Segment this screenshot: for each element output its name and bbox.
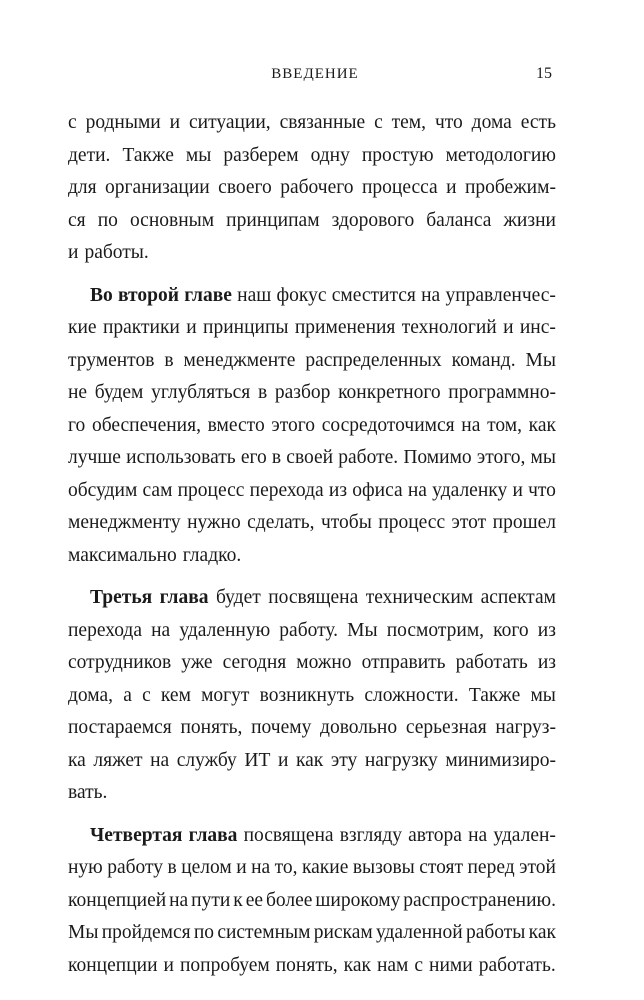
word: ИТ xyxy=(244,749,271,771)
word: техническим xyxy=(365,587,474,608)
word: сам xyxy=(142,479,173,501)
running-head xyxy=(0,62,644,86)
word: не xyxy=(68,382,88,403)
text-line xyxy=(68,820,556,853)
word: и xyxy=(163,954,174,976)
word: будет xyxy=(215,587,261,608)
word: кем xyxy=(160,684,191,706)
word: из xyxy=(328,479,348,501)
word: с xyxy=(68,112,77,133)
word: постараемся xyxy=(68,717,172,738)
word: могут xyxy=(201,684,250,706)
word: как xyxy=(528,922,556,943)
word: пути xyxy=(191,889,231,911)
paragraph-gap xyxy=(68,810,556,820)
word: дети. xyxy=(68,144,111,166)
word: трументов xyxy=(68,349,155,371)
word: разбор xyxy=(274,382,331,403)
word: как xyxy=(343,954,371,976)
word: концепцией xyxy=(68,889,167,911)
word: процесс xyxy=(177,479,245,501)
word: сместится xyxy=(331,284,416,306)
word: сложности. xyxy=(364,684,459,706)
word: одну xyxy=(310,144,350,166)
lead-word: глава xyxy=(159,587,209,608)
word: взгляду xyxy=(339,824,403,846)
word: кие xyxy=(68,317,97,338)
word: работу. xyxy=(279,619,339,641)
word: вместо xyxy=(207,414,265,436)
word: и xyxy=(186,317,197,338)
word: из xyxy=(537,652,556,673)
word: возникнуть xyxy=(259,684,355,706)
word: ка xyxy=(68,749,86,771)
chapter-title: ВВЕДЕНИЕ xyxy=(271,66,359,82)
word: родными xyxy=(85,112,161,133)
word: своей xyxy=(286,447,334,468)
text-line xyxy=(68,377,556,410)
word: перехода xyxy=(249,479,324,501)
word: применения xyxy=(294,317,396,338)
word: и xyxy=(277,749,289,771)
word: процесс xyxy=(378,512,446,533)
lead-word: главе xyxy=(184,284,232,306)
word: какие xyxy=(301,857,349,878)
word: что xyxy=(434,112,463,133)
word: прошел xyxy=(492,512,556,533)
lead-word: Третья xyxy=(90,587,153,608)
lead-word: глава xyxy=(188,824,238,846)
text-line xyxy=(68,475,556,508)
word: в xyxy=(257,382,268,403)
word: его xyxy=(240,447,267,468)
word: и xyxy=(446,177,457,198)
word: ее xyxy=(245,889,264,911)
word: мы xyxy=(530,447,556,468)
text-line xyxy=(68,712,556,745)
word: сегодня xyxy=(222,652,287,673)
word: офиса xyxy=(352,479,403,501)
text-line xyxy=(68,410,556,443)
word: более xyxy=(265,889,313,911)
word: автора xyxy=(408,824,462,846)
word: целом xyxy=(181,857,232,878)
word: команд. xyxy=(451,349,516,371)
word: на xyxy=(251,857,271,878)
word: обеспечения, xyxy=(91,414,201,436)
word: баланса xyxy=(426,209,492,231)
word: разберем xyxy=(223,144,299,166)
word: эту xyxy=(330,749,358,771)
text-line xyxy=(68,885,556,918)
word: работы. xyxy=(84,242,149,263)
text-line xyxy=(68,345,556,378)
word: кого xyxy=(493,619,529,641)
word: что xyxy=(528,479,556,501)
paragraph xyxy=(68,280,556,573)
word: этого, xyxy=(476,447,526,468)
text-line xyxy=(68,507,556,540)
word: сделать, xyxy=(247,512,315,533)
word: этот xyxy=(451,512,487,533)
word: максимально xyxy=(68,544,177,566)
word: Мы xyxy=(525,349,556,371)
word: Также xyxy=(468,684,521,706)
word: из xyxy=(537,619,556,641)
text-line xyxy=(68,280,556,313)
word: рискам xyxy=(313,922,373,943)
word: простую xyxy=(361,144,434,166)
word: го xyxy=(68,414,86,436)
word: понять, xyxy=(180,717,243,738)
word: своего xyxy=(218,177,272,198)
word: принципы xyxy=(203,317,289,338)
word: инс- xyxy=(519,317,556,338)
word: работе. xyxy=(338,447,399,468)
word: основным xyxy=(129,209,215,231)
word: менеджменту xyxy=(68,512,181,533)
word: рабочего xyxy=(280,177,354,198)
text-line xyxy=(68,172,556,205)
word: работать. xyxy=(478,954,556,976)
text-line xyxy=(68,777,556,810)
word: ситуации, xyxy=(189,112,271,133)
word: можно xyxy=(296,652,352,673)
text-line xyxy=(68,852,556,885)
word: практики xyxy=(102,317,180,338)
word: вызовы xyxy=(352,857,415,878)
word: сотрудников xyxy=(68,652,172,673)
word: ними xyxy=(429,954,473,976)
word: в xyxy=(271,447,282,468)
word: и xyxy=(68,242,79,263)
word: ляжет xyxy=(93,749,143,771)
lead-word: Во xyxy=(90,284,113,306)
text-line xyxy=(68,647,556,680)
text-line xyxy=(68,312,556,345)
text-line xyxy=(68,950,556,983)
word: наш xyxy=(237,284,272,306)
word: дома xyxy=(471,112,512,133)
word: пройдемся xyxy=(101,922,191,943)
word: на xyxy=(468,824,488,846)
word: на xyxy=(421,284,441,306)
word: конкретного xyxy=(338,382,441,403)
word: в xyxy=(164,349,174,371)
word: уже xyxy=(181,652,213,673)
word: и xyxy=(236,857,247,878)
word: будем xyxy=(94,382,144,403)
word: ся xyxy=(68,209,86,231)
word: с xyxy=(414,954,424,976)
word: вать. xyxy=(68,782,108,803)
word: углубляться xyxy=(151,382,251,403)
word: работу xyxy=(107,857,164,878)
word: на xyxy=(407,479,427,501)
word: перехода xyxy=(68,619,143,641)
word: процесса xyxy=(361,177,438,198)
text-line xyxy=(68,582,556,615)
word: концепции xyxy=(68,954,158,976)
paragraph-gap xyxy=(68,572,556,582)
word: обсудим xyxy=(68,479,138,501)
word: этого xyxy=(271,414,316,436)
word: принципам xyxy=(226,209,320,231)
text-line xyxy=(68,140,556,173)
word: посвящена xyxy=(268,587,359,608)
word: для xyxy=(68,177,97,198)
word: сосредоточимся xyxy=(321,414,455,436)
word: организации xyxy=(105,177,210,198)
word: мы xyxy=(185,144,212,166)
word: связанные xyxy=(279,112,366,133)
word: распространению. xyxy=(403,889,556,911)
text-line xyxy=(68,680,556,713)
word: тем, xyxy=(391,112,427,133)
word: попробуем xyxy=(179,954,270,976)
text-line xyxy=(68,237,556,270)
word: широкому xyxy=(315,889,401,911)
word: почему xyxy=(251,717,312,738)
word: удаленную xyxy=(179,619,271,641)
page-number: 15 xyxy=(536,65,552,82)
word: здорового xyxy=(331,209,415,231)
text-line xyxy=(68,917,556,950)
text-line xyxy=(68,107,556,140)
word: использовать xyxy=(126,447,236,468)
word: на xyxy=(461,414,481,436)
text-line xyxy=(68,745,556,778)
word: понять, xyxy=(275,954,338,976)
word: и xyxy=(503,317,514,338)
word: на xyxy=(151,619,171,641)
paragraph xyxy=(68,582,556,810)
word: мы xyxy=(530,684,556,706)
word: чтобы xyxy=(320,512,372,533)
word: Помимо xyxy=(403,447,472,468)
word: этой xyxy=(519,857,556,878)
word: нагруз- xyxy=(495,717,556,738)
word: минимизиро- xyxy=(445,749,556,771)
word: а xyxy=(123,684,132,706)
word: удален- xyxy=(493,824,556,846)
word: службу xyxy=(176,749,237,771)
word: методологию xyxy=(445,144,556,166)
text-line xyxy=(68,205,556,238)
word: отправить xyxy=(361,652,446,673)
word: на xyxy=(150,749,170,771)
word: аспектам xyxy=(480,587,556,608)
word: удаленной xyxy=(375,922,463,943)
word: посмотрим, xyxy=(386,619,485,641)
text-line xyxy=(68,615,556,648)
lead-word: второй xyxy=(118,284,179,306)
word: работать xyxy=(455,652,528,673)
body-text xyxy=(68,107,556,982)
word: перед xyxy=(467,857,515,878)
word: технологий xyxy=(401,317,497,338)
word: Мы xyxy=(347,619,378,641)
paragraph xyxy=(68,107,556,270)
word: лучше xyxy=(68,447,121,468)
word: менеджменте xyxy=(183,349,296,371)
word: как xyxy=(528,414,556,436)
word: жизни xyxy=(503,209,556,231)
word: довольно xyxy=(320,717,398,738)
word: нагрузку xyxy=(364,749,438,771)
word: как xyxy=(295,749,324,771)
word: фокус xyxy=(276,284,327,306)
word: дома, xyxy=(68,684,114,706)
paragraph xyxy=(68,820,556,983)
word: пробежим- xyxy=(464,177,556,198)
word: Также xyxy=(122,144,174,166)
word: к xyxy=(233,889,243,911)
word: системным xyxy=(217,922,311,943)
word: и xyxy=(169,112,181,133)
word: Мы xyxy=(68,922,99,943)
text-line xyxy=(68,442,556,475)
word: в xyxy=(167,857,177,878)
text-line xyxy=(68,540,556,573)
word: то, xyxy=(274,857,298,878)
word: по xyxy=(97,209,118,231)
word: распределенных xyxy=(305,349,442,371)
paragraph-gap xyxy=(68,270,556,280)
word: ную xyxy=(68,857,103,878)
word: с xyxy=(142,684,151,706)
lead-word: Четвертая xyxy=(90,824,183,846)
word: гладко. xyxy=(182,544,242,566)
word: и xyxy=(512,479,523,501)
word: нам xyxy=(376,954,409,976)
word: на xyxy=(169,889,189,911)
word: управленчес- xyxy=(445,284,556,306)
word: программно- xyxy=(448,382,556,403)
word: с xyxy=(374,112,383,133)
word: том, xyxy=(487,414,522,436)
word: есть xyxy=(520,112,556,133)
word: работы xyxy=(465,922,526,943)
word: удаленку xyxy=(432,479,508,501)
word: посвящена xyxy=(243,824,334,846)
word: по xyxy=(193,922,215,943)
word: нужно xyxy=(187,512,241,533)
word: серьезная xyxy=(405,717,487,738)
word: стоят xyxy=(419,857,464,878)
